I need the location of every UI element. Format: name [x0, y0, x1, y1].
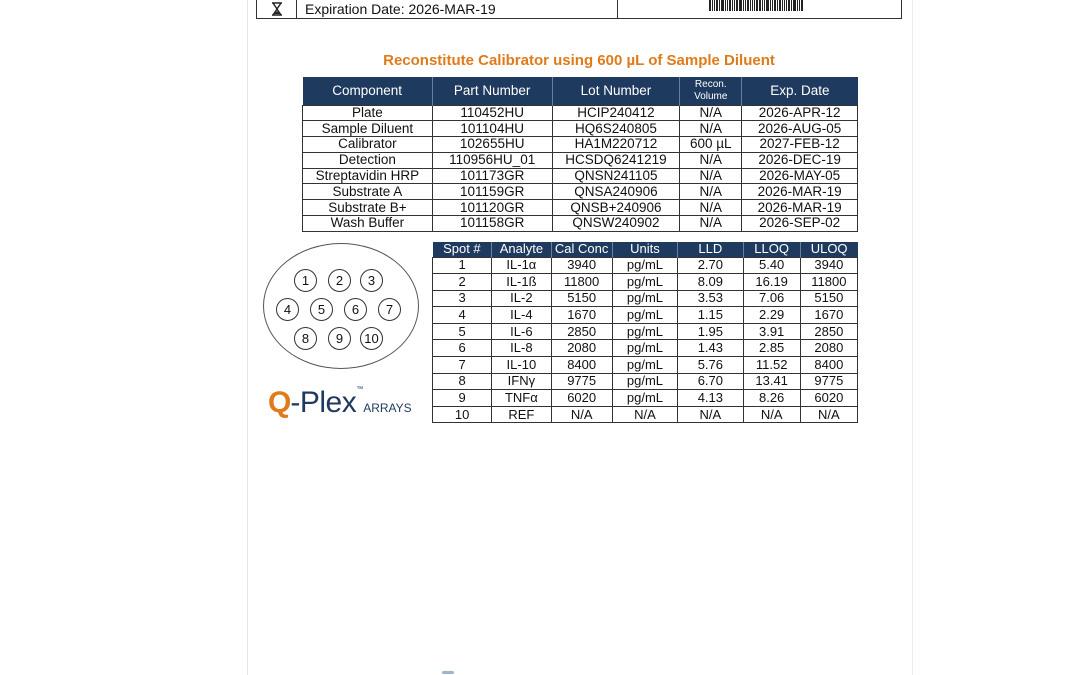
table-cell: 2026-MAY-05 — [742, 168, 858, 184]
table-row — [303, 216, 858, 232]
table-cell: IL-2 — [492, 290, 551, 307]
table-cell: 7.06 — [743, 290, 800, 307]
column-header: LLOQ — [743, 242, 800, 257]
well-spot: 10 — [360, 327, 383, 350]
table-row — [433, 257, 858, 274]
table-cell: 1 — [433, 257, 492, 274]
table-cell: 1670 — [800, 307, 857, 324]
expiration-date: Expiration Date: 2026-MAR-19 — [305, 1, 496, 17]
column-header: Component — [303, 77, 433, 105]
table-cell: 2026-APR-12 — [742, 105, 858, 121]
well-diagram — [263, 243, 419, 369]
table-cell: N/A — [680, 184, 742, 200]
table-cell: 2.85 — [743, 340, 800, 357]
table-cell: 2080 — [800, 340, 857, 357]
table-cell: IL-1α — [492, 257, 551, 274]
well-spot: 5 — [310, 298, 333, 321]
table-cell: pg/mL — [612, 257, 677, 274]
table-row — [303, 168, 858, 184]
table-cell: 13.41 — [743, 373, 800, 390]
table-cell: N/A — [680, 200, 742, 216]
table-cell: Plate — [303, 105, 433, 121]
table-cell: 11800 — [800, 274, 857, 291]
table-row — [303, 137, 858, 153]
table-cell: 101158GR — [432, 216, 552, 232]
table-cell: 4 — [433, 307, 492, 324]
table-row — [303, 152, 858, 168]
table-row — [433, 323, 858, 340]
table-cell: 2026-DEC-19 — [742, 152, 858, 168]
table-cell: Sample Diluent — [303, 121, 433, 137]
table-cell: pg/mL — [612, 340, 677, 357]
well-spot: 4 — [276, 298, 299, 321]
table-cell: Streptavidin HRP — [303, 168, 433, 184]
well-spot: 8 — [294, 327, 317, 350]
table-row — [433, 340, 858, 357]
table-cell: 8400 — [551, 357, 612, 374]
table-cell: 8400 — [800, 357, 857, 374]
table-cell: HCSDQ6241219 — [552, 152, 680, 168]
table-cell: 110956HU_01 — [432, 152, 552, 168]
table-cell: Detection — [303, 152, 433, 168]
table-cell: 8 — [433, 373, 492, 390]
table-cell: 1670 — [551, 307, 612, 324]
table-cell: 2026-MAR-19 — [742, 200, 858, 216]
table-cell: 8.26 — [743, 390, 800, 407]
spot-table — [432, 242, 858, 423]
table-cell: 2 — [433, 274, 492, 291]
table-cell: pg/mL — [612, 323, 677, 340]
table-header-row — [433, 242, 858, 257]
table-cell: IL-10 — [492, 357, 551, 374]
table-cell: 3940 — [551, 257, 612, 274]
table-cell: QNSN241105 — [552, 168, 680, 184]
table-cell: 1.43 — [678, 340, 743, 357]
table-cell: N/A — [800, 406, 857, 423]
table-cell: 6 — [433, 340, 492, 357]
table-cell: N/A — [680, 121, 742, 137]
table-cell: 3940 — [800, 257, 857, 274]
table-row — [433, 290, 858, 307]
table-cell: 2026-MAR-19 — [742, 184, 858, 200]
table-cell: 10 — [433, 406, 492, 423]
table-cell: 16.19 — [743, 274, 800, 291]
table-cell: REF — [492, 406, 551, 423]
table-cell: 2.70 — [678, 257, 743, 274]
table-cell: QNSW240902 — [552, 216, 680, 232]
table-cell: pg/mL — [612, 274, 677, 291]
table-cell: N/A — [612, 406, 677, 423]
table-cell: IL-1ß — [492, 274, 551, 291]
page-mark — [442, 671, 454, 674]
column-header: Cal Conc — [551, 242, 612, 257]
table-cell: 2850 — [551, 323, 612, 340]
table-cell: TNFα — [492, 390, 551, 407]
page-edge — [912, 0, 913, 675]
table-cell: 2080 — [551, 340, 612, 357]
column-header: Exp. Date — [742, 77, 858, 105]
table-cell: 2.29 — [743, 307, 800, 324]
table-cell: Wash Buffer — [303, 216, 433, 232]
table-cell: IL-8 — [492, 340, 551, 357]
table-cell: N/A — [551, 406, 612, 423]
table-cell: 6.70 — [678, 373, 743, 390]
table-cell: 11800 — [551, 274, 612, 291]
expiration-row — [256, 0, 902, 19]
table-cell: 101120GR — [432, 200, 552, 216]
table-cell: 5150 — [800, 290, 857, 307]
table-cell: pg/mL — [612, 357, 677, 374]
well-spot: 1 — [294, 269, 317, 292]
table-row — [303, 105, 858, 121]
q-plex-logo: Q-Plex™ARRAYS — [268, 386, 412, 419]
table-cell: 2026-SEP-02 — [742, 216, 858, 232]
table-cell: 101159GR — [432, 184, 552, 200]
table-cell: IL-6 — [492, 323, 551, 340]
barcode — [709, 0, 813, 11]
table-cell: IL-4 — [492, 307, 551, 324]
table-cell: 101104HU — [432, 121, 552, 137]
table-cell: HQ6S240805 — [552, 121, 680, 137]
table-cell: QNSA240906 — [552, 184, 680, 200]
table-cell: HA1M220712 — [552, 137, 680, 153]
table-cell: IFNγ — [492, 373, 551, 390]
table-cell: 5150 — [551, 290, 612, 307]
column-header: Recon. Volume — [680, 77, 742, 105]
table-cell: 4.13 — [678, 390, 743, 407]
table-header-row — [303, 77, 858, 105]
column-header: Part Number — [432, 77, 552, 105]
table-cell: 3 — [433, 290, 492, 307]
table-row — [433, 307, 858, 324]
column-header: Analyte — [492, 242, 551, 257]
table-cell: 5 — [433, 323, 492, 340]
table-row — [303, 200, 858, 216]
table-cell: N/A — [680, 216, 742, 232]
table-cell: Calibrator — [303, 137, 433, 153]
table-cell: 2027-FEB-12 — [742, 137, 858, 153]
components-table — [302, 77, 858, 232]
table-cell: N/A — [678, 406, 743, 423]
table-cell: pg/mL — [612, 307, 677, 324]
table-cell: pg/mL — [612, 290, 677, 307]
table-cell: 9 — [433, 390, 492, 407]
table-cell: 102655HU — [432, 137, 552, 153]
table-cell: N/A — [680, 152, 742, 168]
table-cell: 2850 — [800, 323, 857, 340]
table-cell: pg/mL — [612, 373, 677, 390]
table-cell: 1.95 — [678, 323, 743, 340]
table-cell: 11.52 — [743, 357, 800, 374]
table-cell: 8.09 — [678, 274, 743, 291]
table-cell: 6020 — [800, 390, 857, 407]
table-row — [303, 121, 858, 137]
column-header: Units — [612, 242, 677, 257]
table-row — [433, 357, 858, 374]
page-edge — [247, 0, 248, 675]
column-header: Lot Number — [552, 77, 680, 105]
well-spot: 9 — [328, 327, 351, 350]
table-cell: 1.15 — [678, 307, 743, 324]
table-row — [433, 390, 858, 407]
divider — [617, 0, 618, 18]
table-cell: pg/mL — [612, 390, 677, 407]
table-cell: 6020 — [551, 390, 612, 407]
table-row — [433, 406, 858, 423]
table-cell: 9775 — [551, 373, 612, 390]
table-cell: 101173GR — [432, 168, 552, 184]
column-header: Spot # — [433, 242, 492, 257]
table-cell: N/A — [743, 406, 800, 423]
table-cell: 3.53 — [678, 290, 743, 307]
table-cell: 2026-AUG-05 — [742, 121, 858, 137]
column-header: LLD — [678, 242, 743, 257]
well-spot: 6 — [344, 298, 367, 321]
table-cell: 5.76 — [678, 357, 743, 374]
table-cell: 600 µL — [680, 137, 742, 153]
reconstitution-heading: Reconstitute Calibrator using 600 µL of Sample Diluent — [383, 52, 775, 69]
table-cell: Substrate B+ — [303, 200, 433, 216]
table-row — [433, 274, 858, 291]
well-spot: 3 — [360, 269, 383, 292]
column-header: ULOQ — [800, 242, 857, 257]
well-spot: 7 — [378, 298, 401, 321]
table-row — [433, 373, 858, 390]
table-row — [303, 184, 858, 200]
hourglass-icon — [257, 0, 297, 18]
table-cell: 7 — [433, 357, 492, 374]
well-spot: 2 — [328, 269, 351, 292]
table-cell: QNSB+240906 — [552, 200, 680, 216]
table-cell: 9775 — [800, 373, 857, 390]
table-cell: 3.91 — [743, 323, 800, 340]
table-cell: N/A — [680, 105, 742, 121]
table-cell: 5.40 — [743, 257, 800, 274]
table-cell: Substrate A — [303, 184, 433, 200]
table-cell: HCIP240412 — [552, 105, 680, 121]
table-cell: 110452HU — [432, 105, 552, 121]
table-cell: N/A — [680, 168, 742, 184]
